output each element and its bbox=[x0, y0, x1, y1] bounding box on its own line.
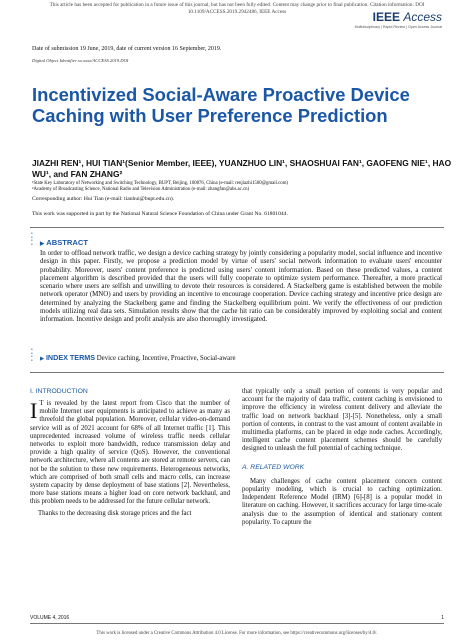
license-notice: This work is licensed under a Creative Commons Attribution 4.0 License. For more information, see https://creativecommons.org/licenses/by/4.0/. bbox=[96, 631, 378, 636]
index-terms-text: Device caching, Incentive, Proactive, Social-aware bbox=[96, 355, 236, 362]
divider-bottom bbox=[30, 372, 444, 373]
submission-dates: Date of submission 19 June, 2019, date of current version 16 September, 2019. bbox=[32, 46, 222, 52]
page-number: 1 bbox=[441, 615, 444, 621]
index-terms-dots-decoration: • • • • bbox=[31, 348, 33, 364]
doi-line: Digital Object Identifier xx.xxxx/ACCESS.2019.DOI bbox=[32, 58, 129, 63]
footer-divider bbox=[30, 623, 444, 624]
author-list: JIAZHI REN¹, HUI TIAN¹(Senior Member, IEEE), YUANZHUO LIN¹, SHAOSHUAI FAN¹, GAOFENG NIE¹, HAO WU¹, and FAN ZHANG² bbox=[32, 158, 452, 179]
intro-paragraph-1: T is revealed by the latest report from Cisco that the number of mobile Internet user equipments is anticipated to achieve as many as threefold the global population. Moreover, cellular video-on-demand service will as of 2021 account for 68% of all Internet traffic [1]. This unprecedented increased volume of wireless traffic needs cellular networks to exploit more bandwidth, reduce transmission delay and provide a high quality of service (QoS). However, the conventional network architecture, where all contents are stored at remote servers, can not be the solution to these new requirements. Heterogeneous networks, which are comprised of both small cells and macro cells, can increase system capacity by dense deployment of base stations [2]. Nevertheless, more base stations means a higher load on core network backhaul, and this problem needs to be addressed for the future cellular network. bbox=[30, 400, 230, 506]
index-terms bbox=[40, 353, 442, 362]
affiliations bbox=[32, 181, 452, 193]
drop-cap: I bbox=[30, 398, 38, 423]
triangle-marker-icon: ▶ bbox=[40, 356, 45, 362]
affiliation-2: ²Academy of Broadcasting Science, National Radio and Television Administration (e-mail: zhangfan@abs.ac.cn) bbox=[32, 186, 250, 192]
journal-tagline: Multidisciplinary | Rapid Review | Open Access Journal bbox=[354, 25, 442, 29]
abstract-heading bbox=[40, 238, 88, 247]
abstract-heading-label: ABSTRACT bbox=[46, 238, 88, 247]
index-terms-label: INDEX TERMS bbox=[45, 353, 96, 362]
volume-footer: VOLUME 4, 2016 bbox=[30, 615, 70, 621]
affiliation-1: ¹State Key Laboratory of Networking and Switching Technology, BUPT, Beijing, 100876, China (e-mail: renjiazhi1500@gmail.com) bbox=[32, 181, 289, 186]
funding-note: This work was supported in part by the National Natural Science Foundation of China under Grant No. 61801044. bbox=[32, 211, 288, 217]
notice-line-1: This article has been accepted for publication in a future issue of this journal, but has not been fully edited. Content may change prior to final publication. Citation information: DOI bbox=[49, 2, 425, 8]
intro-heading: I. INTRODUCTION bbox=[30, 388, 88, 395]
divider-top bbox=[30, 227, 444, 228]
related-work-heading: A. RELATED WORK bbox=[242, 463, 305, 471]
journal-logo-ieee: IEEE bbox=[372, 10, 400, 24]
abstract-dots-decoration: • • • • bbox=[31, 232, 33, 248]
notice-line-2: 10.1109/ACCESS.2019.2942486, IEEE Access bbox=[187, 8, 287, 15]
triangle-marker-icon: ▶ bbox=[40, 241, 45, 247]
paper-title: Incentivized Social-Aware Proactive Device Caching with User Preference Prediction bbox=[32, 84, 410, 126]
right-paragraph-2: Many challenges of cache content placement concern content popularity modeling, which is crucial to caching optimization. Independent Reference Model (IRM) [6]-[8] is a popular model in literature on caching. However, it sacrifices accuracy for large time-scale analysis due to the assumption of identical and stationary content popularity. To capture the bbox=[242, 477, 442, 526]
right-column-body bbox=[242, 388, 442, 527]
intro-paragraph-2: Thanks to the decreasing disk storage prices and the fact bbox=[38, 509, 192, 517]
corresponding-author: Corresponding author: Hui Tian (e-mail: tianhui@bupt.edu.cn). bbox=[32, 196, 175, 202]
abstract-text: In order to offload network traffic, we design a device caching strategy by jointly considering a popularity model, social influence and incentive design in this paper. Firstly, we propose a prediction model by virtue of users' social network information to evaluate users' encounter probability. Moreover, users' content preference is predicted using users' content information. Based on these predicted values, a content placement algorithm is described provided that the users will fully cooperate to optimize system performance. Thereafter, a more practical scenario where users are selfish and unwilling to devote their resources is considered. A Stackelberg game is established between the mobile network operator (MNO) and users by providing an incentive to encourage cooperation. Device caching strategy and incentive price design are determined by analyzing the Stackelberg game and finding the Stackelberg equilibrium point. We verify the effectiveness of our prediction models utilizing real data sets. Simulation results show that the cache hit ratio can be considerably improved by exploiting social and content information. Incentive design and profit analysis are also thoroughly investigated. bbox=[40, 249, 442, 323]
journal-logo-access: Access bbox=[403, 10, 442, 24]
intro-body bbox=[30, 400, 230, 518]
right-paragraph-1: that typically only a small portion of contents is very popular and account for the majority of data traffic, content caching is envisioned to improve the efficiency in wireless content delivery and alleviate the traffic load on network backhaul [3]-[5]. Nonetheless, only a small portion of contents, in contrast to the vast amount of content available in multimedia platforms, can be placed in edge node caches. Accordingly, intelligent cache content placement schemes should be carefully designed to unleash the full potential of caching technique. bbox=[242, 388, 442, 453]
journal-logo bbox=[373, 10, 442, 24]
